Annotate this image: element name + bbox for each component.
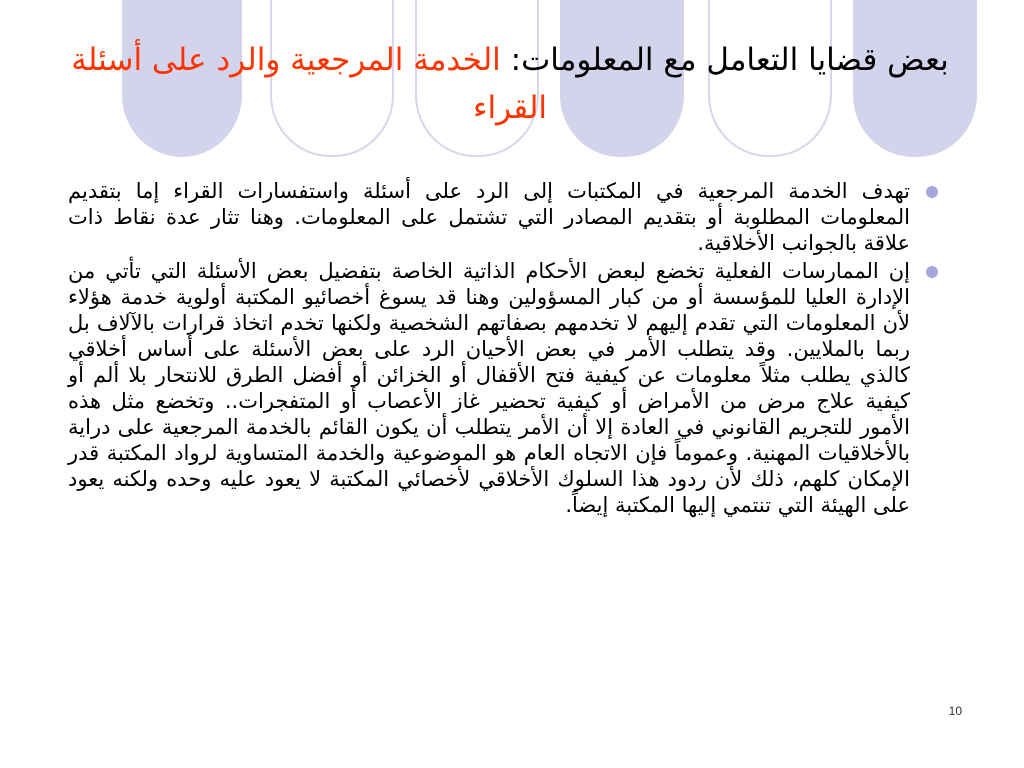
slide-body	[68, 178, 938, 520]
bullet-item	[68, 258, 938, 518]
page-number: 10	[948, 704, 962, 718]
bullet-dot-icon	[926, 186, 938, 198]
slide-title-accent: الخدمة المرجعية والرد على أسئلة القراء	[71, 42, 548, 126]
bullet-text: تهدف الخدمة المرجعية في المكتبات إلى الرد على أسئلة واستفسارات القراء إما بتقديم المعلومات المطلوبة أو بتقديم المصادر التي تشتمل على المعلومات. وهنا تثار عدة نقاط ذات علاقة بالجوانب الأخلاقية.	[68, 179, 910, 255]
slide-title	[30, 36, 990, 132]
bullet-item	[68, 178, 938, 256]
bullet-text: إن الممارسات الفعلية تخضع لبعض الأحكام الذاتية الخاصة بتفضيل بعض الأسئلة التي تأتي من الإدارة العليا للمؤسسة أو من كبار المسؤولين وهنا قد يسوغ أخصائيو المكتبة أولوية خدمة هؤلاء لأن المعلومات التي تقدم إليهم لا تخدمهم بصفاتهم الشخصية ولكنها تخدم اتخاذ قرارات بالآلاف بل ربما بالملايين. وقد يتطلب الأمر في بعض الأحيان الرد على بعض الأسئلة على أساس أخلاقي كالذي يطلب مثلاً معلومات عن كيفية فتح الأقفال أو الخزائن أو أفضل الطرق للانتحار بلا ألم أو كيفية علاج مرض من الأمراض أو كيفية تحضير غاز الأعصاب أو المتفجرات.. وتخضع مثل هذه الأمور للتجريم القانوني في العادة إلا أن الأمر يتطلب أن يكون القائم بالخدمة المرجعية على دراية بالأخلاقيات المهنية. وعموماً فإن الاتجاه العام هو الموضوعية والخدمة المتساوية لرواد المكتبة قدر الإمكان كلهم، ذلك لأن ردود هذا السلوك الأخلاقي لأخصائي المكتبة لا يعود عليه وحده ولكنه يعود على الهيئة التي تنتمي إليها المكتبة إيضاً.	[68, 259, 910, 517]
bullet-dot-icon	[926, 266, 938, 278]
slide-title-main: بعض قضايا التعامل مع المعلومات:	[500, 42, 949, 78]
